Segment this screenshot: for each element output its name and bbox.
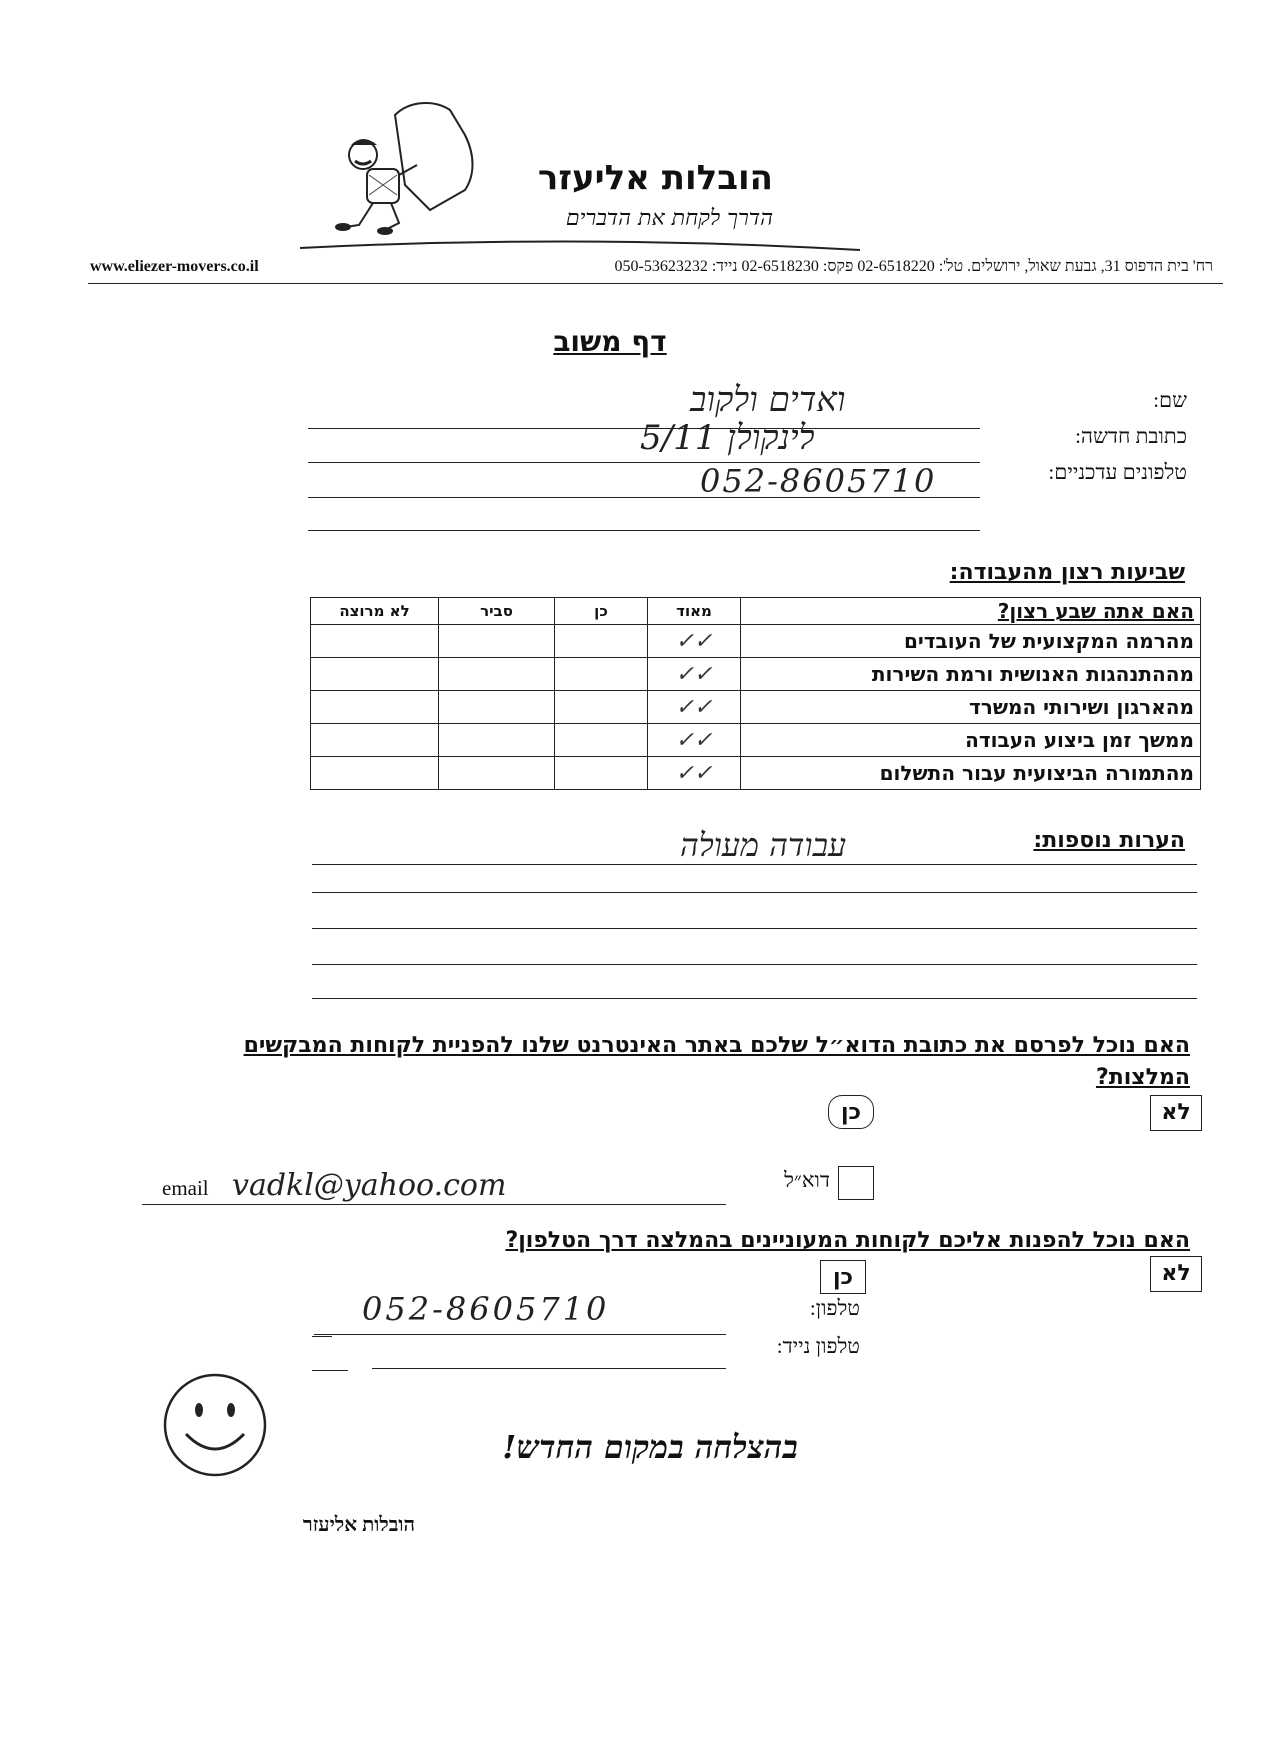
email-question: האם נוכל לפרסם את כתובת הדוא״ל שלכם באתר האינטרנט שלנו להפניית לקוחות המבקשים המלצות? xyxy=(243,1033,1190,1090)
notes-label: הערות נוספות: xyxy=(1033,828,1185,853)
phone-label: טלפון: xyxy=(809,1296,860,1320)
page-title: דף משוב xyxy=(553,325,667,358)
cell-not-satisfied[interactable] xyxy=(311,757,439,790)
company-slogan: הדרך לקחת את הדברים xyxy=(565,206,773,231)
cell-reasonable[interactable] xyxy=(439,691,555,724)
mobile-line xyxy=(372,1368,726,1369)
email-checkbox[interactable] xyxy=(838,1166,874,1200)
cell-reasonable[interactable] xyxy=(439,658,555,691)
company-name: הובלות אליעזר xyxy=(537,158,773,198)
cell-not-satisfied[interactable] xyxy=(311,724,439,757)
phones-value[interactable]: 052-8605710 xyxy=(700,462,937,500)
extra-line xyxy=(308,530,980,531)
col-header-yes: כן xyxy=(555,598,648,625)
table-header-row xyxy=(311,598,1201,625)
phone-no-option[interactable]: לא xyxy=(1150,1256,1202,1292)
name-value[interactable]: ואדים ולקוב xyxy=(690,380,846,420)
cell-yes[interactable] xyxy=(555,757,648,790)
email-value[interactable]: vadkl@yahoo.com xyxy=(232,1168,507,1203)
phones-line xyxy=(308,497,980,498)
email-field-label: דוא״ל xyxy=(784,1168,830,1192)
row-label: מההתנהגות האנושית ורמת השירות xyxy=(741,658,1201,691)
email-tag: email xyxy=(162,1176,209,1200)
satisfaction-table xyxy=(310,597,1201,790)
cell-not-satisfied[interactable] xyxy=(311,691,439,724)
cell-yes[interactable] xyxy=(555,658,648,691)
notes-line-1 xyxy=(312,864,1197,865)
notes-line-3 xyxy=(312,928,1197,929)
check-mark[interactable]: ✓✓ xyxy=(648,724,741,757)
mobile-line-short xyxy=(312,1370,348,1371)
check-mark[interactable]: ✓✓ xyxy=(648,658,741,691)
smiley-icon xyxy=(162,1372,268,1478)
signature: הובלות אליעזר xyxy=(302,1514,415,1536)
phone-value[interactable]: 052-8605710 xyxy=(362,1290,610,1328)
phones-label: טלפונים עדכניים: xyxy=(1048,460,1187,484)
phone-yes-option[interactable]: כן xyxy=(820,1260,866,1294)
col-header-reasonable: סביר xyxy=(439,598,555,625)
table-row xyxy=(311,724,1201,757)
row-label: מהארגון ושירותי המשרד xyxy=(741,691,1201,724)
satisfaction-heading: שביעות רצון מהעבודה: xyxy=(949,560,1185,585)
cell-yes[interactable] xyxy=(555,724,648,757)
satisfaction-question: האם אתה שבע רצון? xyxy=(741,598,1201,625)
col-header-not-satisfied: לא מרוצה xyxy=(311,598,439,625)
check-mark[interactable]: ✓✓ xyxy=(648,757,741,790)
contact-line: רח' בית הדפוס 31, גבעת שאול, ירושלים. טל': 02-6518220 פקס: 02-6518230 נייד: 050-53623232 xyxy=(614,258,1213,275)
table-row xyxy=(311,625,1201,658)
phone-question: האם נוכל להפנות אליכם לקוחות המעוניינים בהמלצה דרך הטלפון? xyxy=(505,1228,1190,1253)
header-rule xyxy=(88,283,1223,284)
email-no-option[interactable]: לא xyxy=(1150,1095,1202,1131)
notes-line-5 xyxy=(312,998,1197,999)
table-row xyxy=(311,658,1201,691)
row-label: מהרמה המקצועית של העובדים xyxy=(741,625,1201,658)
address-label: כתובת חדשה: xyxy=(1075,424,1187,448)
row-label: מהתמורה הביצועית עבור התשלום xyxy=(741,757,1201,790)
notes-line-4 xyxy=(312,964,1197,965)
cell-yes[interactable] xyxy=(555,625,648,658)
cell-not-satisfied[interactable] xyxy=(311,658,439,691)
phone-line xyxy=(314,1334,726,1335)
check-mark[interactable]: ✓✓ xyxy=(648,691,741,724)
table-row xyxy=(311,691,1201,724)
cell-yes[interactable] xyxy=(555,691,648,724)
cell-reasonable[interactable] xyxy=(439,625,555,658)
table-row xyxy=(311,757,1201,790)
col-header-very: מאוד xyxy=(648,598,741,625)
phone-line-short xyxy=(312,1336,332,1337)
email-line xyxy=(142,1204,726,1205)
farewell-message: בהצלחה במקום החדש! xyxy=(502,1428,798,1466)
header-swoosh xyxy=(300,236,860,256)
address-value[interactable]: לינקולן 5/11 xyxy=(640,418,815,458)
check-mark[interactable]: ✓✓ xyxy=(648,625,741,658)
notes-line-2 xyxy=(312,892,1197,893)
cell-reasonable[interactable] xyxy=(439,757,555,790)
notes-value[interactable]: עבודה מעולה xyxy=(680,826,847,864)
row-label: ממשך זמן ביצוע העבודה xyxy=(741,724,1201,757)
website: www.eliezer-movers.co.il xyxy=(90,258,259,275)
cell-not-satisfied[interactable] xyxy=(311,625,439,658)
cell-reasonable[interactable] xyxy=(439,724,555,757)
email-yes-option[interactable]: כן xyxy=(828,1095,874,1129)
name-label: שם: xyxy=(1153,388,1187,412)
mobile-label: טלפון נייד: xyxy=(776,1334,860,1358)
